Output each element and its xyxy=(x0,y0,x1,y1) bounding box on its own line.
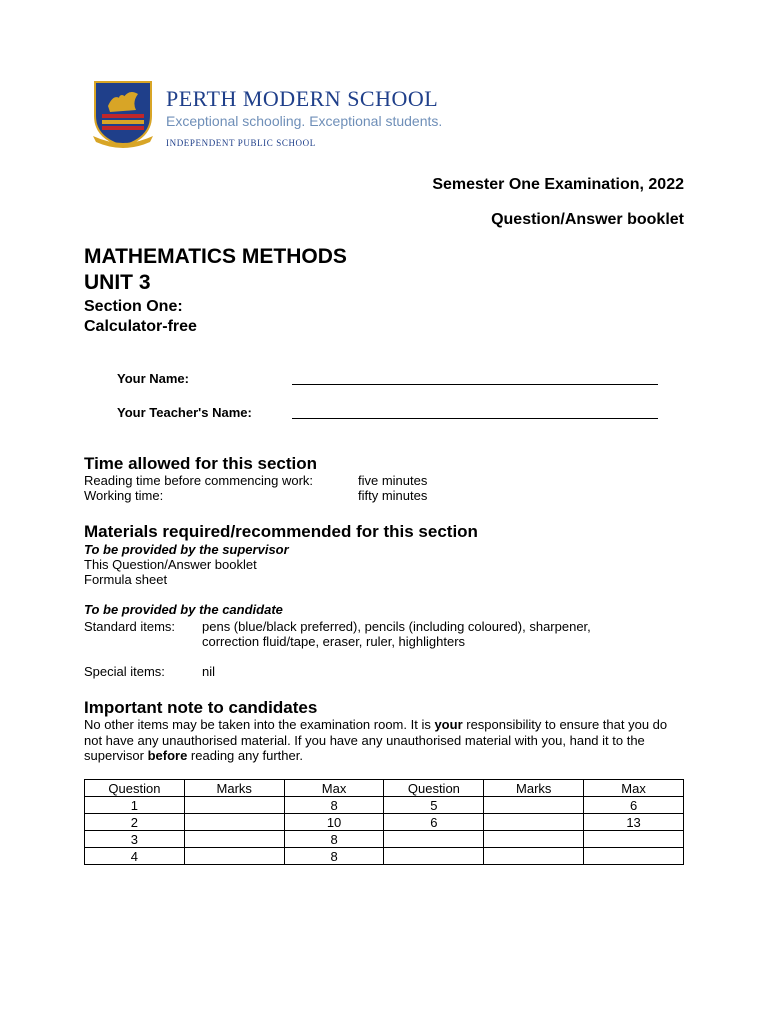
name-field[interactable] xyxy=(292,384,658,385)
supervisor-item-booklet: This Question/Answer booklet xyxy=(84,557,257,572)
table-cell: 4 xyxy=(85,848,185,865)
marks-cell xyxy=(484,831,584,848)
note-text-1: No other items may be taken into the examination room. It is xyxy=(84,717,435,732)
subsection-line: Calculator-free xyxy=(84,318,197,335)
name-label: Your Name: xyxy=(117,371,189,386)
marks-cell[interactable] xyxy=(184,814,284,831)
table-cell: 6 xyxy=(384,814,484,831)
teacher-name-label: Your Teacher's Name: xyxy=(117,405,252,420)
supervisor-heading: To be provided by the supervisor xyxy=(84,542,289,557)
school-name: PERTH MODERN SCHOOL xyxy=(166,86,439,111)
table-cell: 10 xyxy=(284,814,384,831)
reading-time-value: five minutes xyxy=(358,473,428,488)
table-row xyxy=(85,814,684,831)
special-items-value: nil xyxy=(202,664,216,679)
candidate-heading: To be provided by the candidate xyxy=(84,602,283,617)
working-time-value: fifty minutes xyxy=(358,488,428,503)
col-max-2: Max xyxy=(584,780,684,797)
marks-cell[interactable] xyxy=(184,797,284,814)
table-header-row xyxy=(85,780,684,797)
standard-items-line-1: pens (blue/black preferred), pencils (including coloured), sharpener, xyxy=(202,619,591,634)
table-cell xyxy=(384,831,484,848)
table-cell: 3 xyxy=(85,831,185,848)
subject-line-1: MATHEMATICS METHODS xyxy=(84,245,347,268)
section-line: Section One: xyxy=(84,298,183,315)
school-subtitle: INDEPENDENT PUBLIC SCHOOL xyxy=(166,138,316,148)
note-text-2: responsibility to ensure that you do not have any unauthorised material. If you have any unauthorised material with you, hand it to the supervisor xyxy=(84,717,668,763)
col-question-1: Question xyxy=(85,780,185,797)
subject-title xyxy=(84,244,347,296)
special-items-label: Special items: xyxy=(84,664,165,679)
table-cell xyxy=(584,831,684,848)
materials-heading: Materials required/recommended for this section xyxy=(84,522,478,541)
table-cell: 8 xyxy=(284,848,384,865)
note-paragraph xyxy=(84,717,684,764)
table-row xyxy=(85,848,684,865)
col-marks-2: Marks xyxy=(484,780,584,797)
teacher-name-field[interactable] xyxy=(292,418,658,419)
school-crest-logo xyxy=(92,80,154,148)
col-marks-1: Marks xyxy=(184,780,284,797)
booklet-title: Question/Answer booklet xyxy=(491,211,684,228)
table-cell xyxy=(584,848,684,865)
exam-title: Semester One Examination, 2022 xyxy=(432,176,684,193)
col-question-2: Question xyxy=(384,780,484,797)
subject-line-2: UNIT 3 xyxy=(84,271,151,294)
table-cell: 8 xyxy=(284,797,384,814)
table-cell: 5 xyxy=(384,797,484,814)
marks-cell[interactable] xyxy=(484,797,584,814)
table-row xyxy=(85,831,684,848)
marks-cell[interactable] xyxy=(184,848,284,865)
marks-cell xyxy=(484,848,584,865)
marks-cell[interactable] xyxy=(484,814,584,831)
table-row xyxy=(85,797,684,814)
standard-items-label: Standard items: xyxy=(84,619,176,634)
time-heading: Time allowed for this section xyxy=(84,454,318,473)
school-tagline: Exceptional schooling. Exceptional students. xyxy=(166,113,443,129)
table-cell xyxy=(384,848,484,865)
table-cell: 8 xyxy=(284,831,384,848)
note-heading: Important note to candidates xyxy=(84,698,318,717)
table-cell: 6 xyxy=(584,797,684,814)
marks-table xyxy=(84,779,684,865)
reading-time-label: Reading time before commencing work: xyxy=(84,473,314,488)
col-max-1: Max xyxy=(284,780,384,797)
note-bold-before: before xyxy=(147,748,188,763)
table-cell: 2 xyxy=(85,814,185,831)
note-text-3: reading any further. xyxy=(187,748,303,763)
table-cell: 13 xyxy=(584,814,684,831)
marks-cell[interactable] xyxy=(184,831,284,848)
section-title xyxy=(84,297,197,337)
table-cell: 1 xyxy=(85,797,185,814)
supervisor-item-formula: Formula sheet xyxy=(84,572,168,587)
standard-items-line-2: correction fluid/tape, eraser, ruler, highlighters xyxy=(202,634,466,649)
working-time-label: Working time: xyxy=(84,488,164,503)
note-bold-your: your xyxy=(434,717,463,732)
